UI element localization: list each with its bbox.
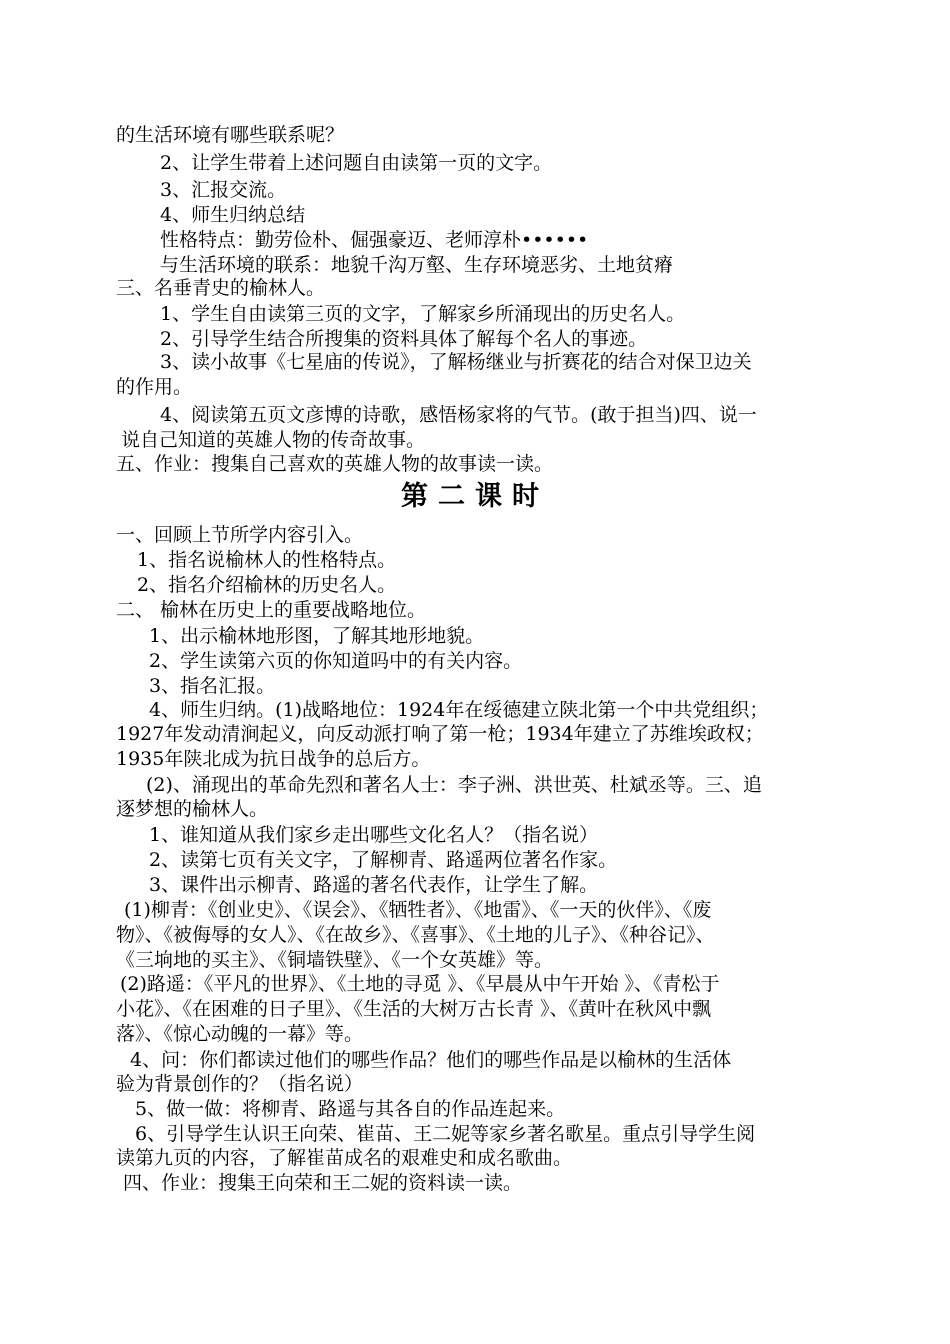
section-heading: 三、名垂青史的榆林人。 xyxy=(116,277,326,299)
text-line: 2、学生读第六页的你知道吗中的有关内容。 xyxy=(149,650,523,672)
text-line: 2、让学生带着上述问题自由读第一页的文字。 xyxy=(160,152,553,174)
text-line: 的作用。 xyxy=(116,376,193,398)
text-line: 6、引导学生认识王向荣、崔苗、王二妮等家乡著名歌星。重点引导学生阅 xyxy=(135,1123,756,1145)
text-line: 1、指名说榆林人的性格特点。 xyxy=(137,549,397,571)
text-line: 的生活环境有哪些联系呢？ xyxy=(116,124,345,146)
text-line: 逐梦想的榆林人。 xyxy=(116,798,269,820)
text-line: 4、阅读第五页文彦博的诗歌，感悟杨家将的气节。(敢于担当)四、说一 xyxy=(160,404,757,426)
text-line: 1935年陕北成为抗日战争的总后方。 xyxy=(116,748,431,770)
text-line: 4、师生归纳总结 xyxy=(160,204,306,226)
text-line: (2)路遥：《平凡的世界》、《土地的寻觅 》、《早晨从中午开始 》、《青松于 xyxy=(120,973,720,995)
section-heading: 一、回顾上节所学内容引入。 xyxy=(116,524,364,546)
text-line: 读第九页的内容，了解崔苗成名的艰难史和成名歌曲。 xyxy=(116,1147,573,1169)
text-line: 3、读小故事《七星庙的传说》，了解杨继业与折赛花的结合对保卫边关 xyxy=(160,351,752,373)
text-line: 与生活环境的联系：地貌千沟万壑、生存环境恶劣、土地贫瘠 xyxy=(160,254,674,276)
section-heading: 五、作业：搜集自己喜欢的英雄人物的故事读一读。 xyxy=(116,453,554,475)
text-line: 1、谁知道从我们家乡走出哪些文化名人？（指名说） xyxy=(149,824,599,846)
text-line: 物》、《被侮辱的女人》、《在故乡》、《喜事》、《土地的儿子》、《种谷记》、 xyxy=(116,924,715,946)
text-line: 性格特点：勤劳俭朴、倔强豪迈、老师淳朴•••••• xyxy=(160,229,589,251)
text-line: 1927年发动清涧起义，向反动派打响了第一枪；1934年建立了苏维埃政权； xyxy=(116,723,764,745)
text-line: 4、师生归纳。(1)战略地位：1924年在绥德建立陕北第一个中共党组织； xyxy=(149,699,769,721)
text-line: 说自己知道的英雄人物的传奇故事。 xyxy=(121,429,426,451)
text-line: 《三垧地的买主》、《铜墙铁壁》、《一个女英雄》等。 xyxy=(116,949,554,971)
section-heading: 二、 榆林在历史上的重要战略地位。 xyxy=(116,599,427,621)
section-heading: 四、作业：搜集王向荣和王二妮的资料读一读。 xyxy=(123,1172,523,1194)
text-line: 验为背景创作的？（指名说） xyxy=(116,1073,364,1095)
text-line: 3、指名汇报。 xyxy=(149,675,276,697)
text-line: 落》、《惊心动魄的一幕》等。 xyxy=(116,1023,364,1045)
text-line: (1)柳青：《创业史》、《误会》、《牺牲者》、《地雷》、《一天的伙伴》、《废 xyxy=(124,899,712,921)
text-line: 1、学生自由读第三页的文字，了解家乡所涌现出的历史名人。 xyxy=(160,303,686,325)
text-line: 4、问：你们都读过他们的哪些作品？他们的哪些作品是以榆林的生活体 xyxy=(130,1049,732,1071)
text-line: 1、出示榆林地形图，了解其地形地貌。 xyxy=(149,625,485,647)
text-line: 2、指名介绍榆林的历史名人。 xyxy=(137,574,397,596)
text-line: 2、读第七页有关文字，了解柳青、路遥两位著名作家。 xyxy=(149,849,618,871)
text-line: 2、引导学生结合所搜集的资料具体了解每个名人的事迹。 xyxy=(160,328,648,350)
section-title: 第二课时 xyxy=(401,481,549,512)
text-line: 3、课件出示柳青、路遥的著名代表作，让学生了解。 xyxy=(149,874,599,896)
text-line: 3、汇报交流。 xyxy=(160,179,287,201)
text-line: 5、做一做：将柳青、路遥与其各自的作品连起来。 xyxy=(135,1098,566,1120)
text-line: 小花》、《在困难的日子里》、《生活的大树万古长青 》、《黄叶在秋风中飘 xyxy=(116,998,712,1020)
text-line: (2)、涌现出的革命先烈和著名人士：李子洲、洪世英、杜斌丞等。三、追 xyxy=(146,774,762,796)
